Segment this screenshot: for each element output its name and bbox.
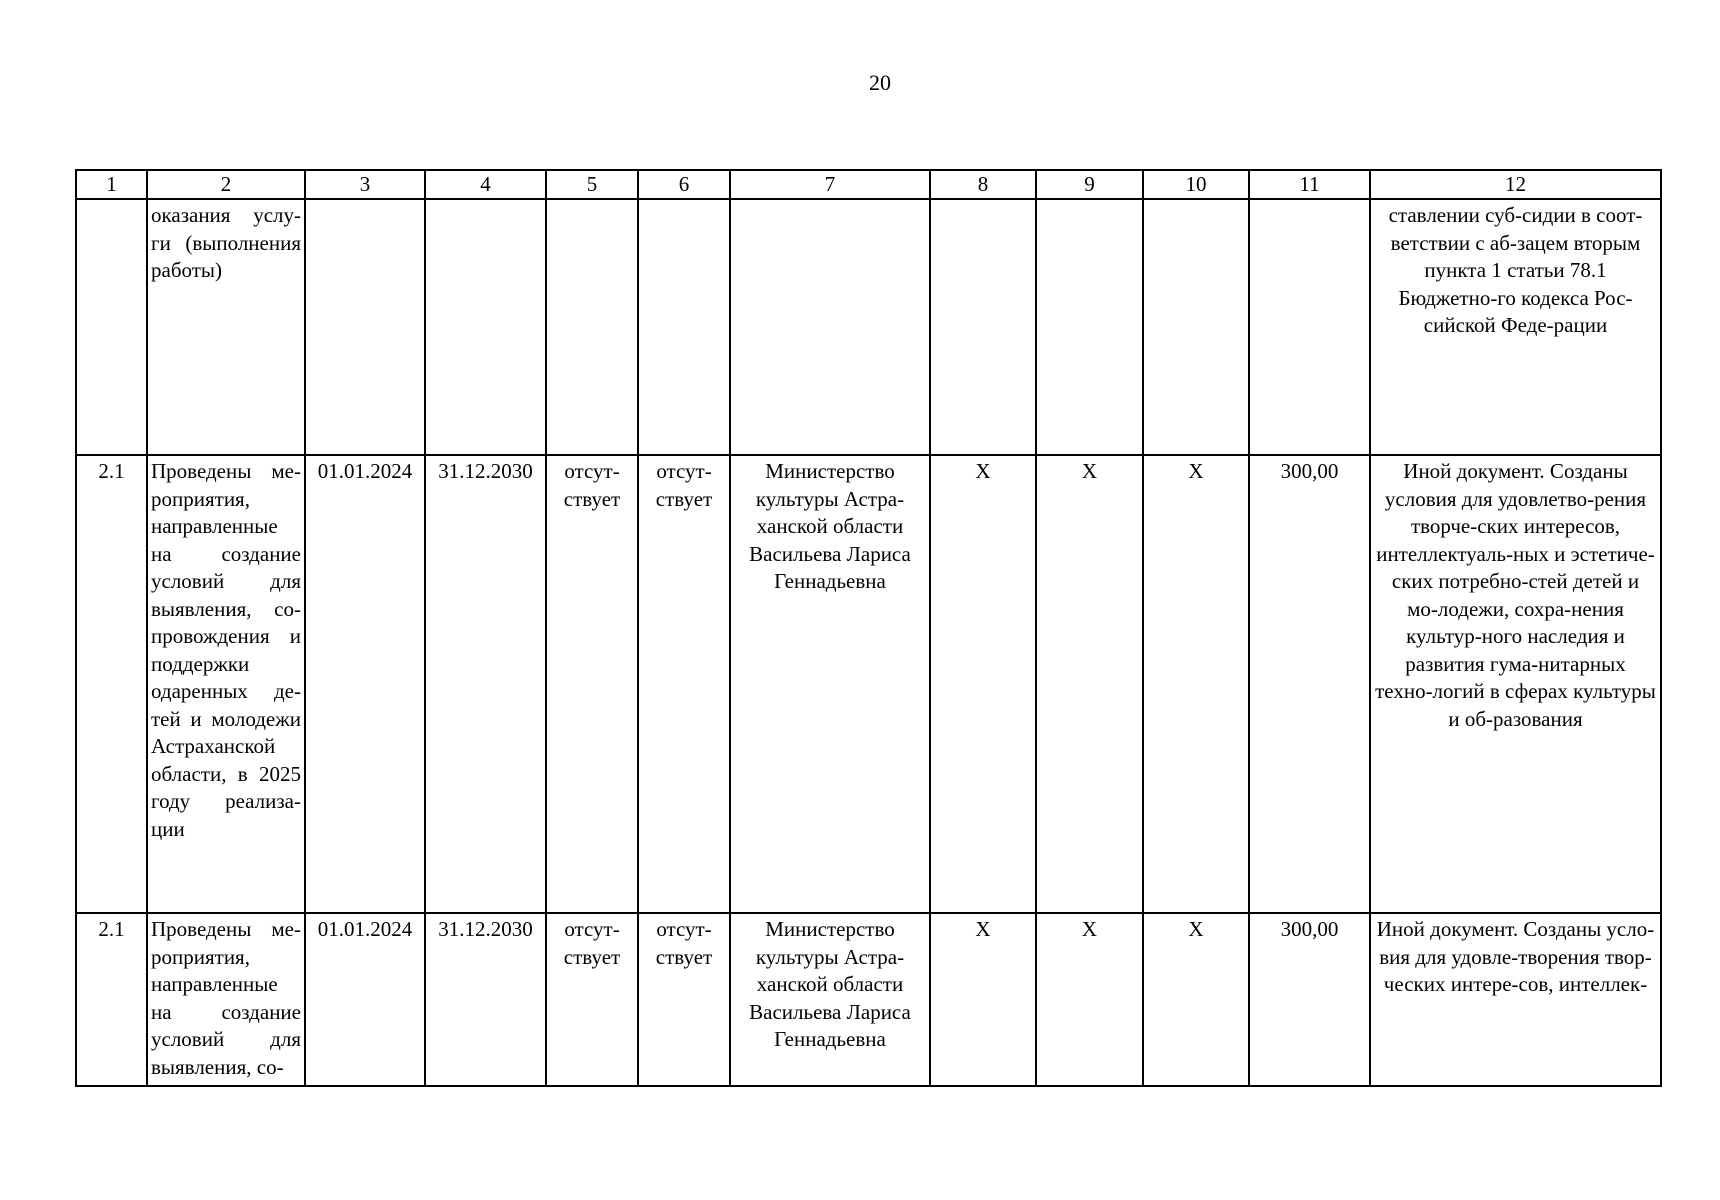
row-col10: X xyxy=(1143,913,1249,1086)
header-col-5: 5 xyxy=(546,170,638,199)
row-amount: 300,00 xyxy=(1249,455,1370,913)
row-start-date: 01.01.2024 xyxy=(305,455,425,913)
continuation-row xyxy=(76,199,1661,455)
row-number: 2.1 xyxy=(76,455,147,913)
row-end-date: 31.12.2030 xyxy=(425,455,546,913)
table-row xyxy=(76,455,1661,913)
table-cell xyxy=(425,199,546,455)
row-col6: отсут-ствует xyxy=(638,455,730,913)
header-col-1: 1 xyxy=(76,170,147,199)
continuation-document: ставлении суб-сидии в соот-ветствии с аб-зацем вторым пункта 1 статьи 78.1 Бюджетно-го кодекса Рос-сийской Феде-рации xyxy=(1370,199,1661,455)
row-col5: отсут-ствует xyxy=(546,455,638,913)
header-col-3: 3 xyxy=(305,170,425,199)
row-col8: X xyxy=(930,455,1036,913)
row-document: Иной документ. Созданы усло-вия для удовле-творения твор-ческих интере-сов, интеллек- xyxy=(1370,913,1661,1086)
row-document: Иной документ. Созданы условия для удовлетво-рения творче-ских интересов, интеллектуаль-ных и эстетиче-ских потребно-стей детей и мо-лодежи, сохра-нения культур-ного наследия и развития гума-нитарных техно-логий в сферах культуры и об-разования xyxy=(1370,455,1661,913)
header-col-7: 7 xyxy=(730,170,930,199)
row-start-date: 01.01.2024 xyxy=(305,913,425,1086)
row-description: Проведены ме-роприятия, направленные на создание условий для выявления, со-провождения и поддержки одаренных де-тей и молодежи Астраханской области, в 2025 году реализа-ции xyxy=(147,455,305,913)
row-col9: X xyxy=(1036,455,1143,913)
table-row xyxy=(76,913,1661,1086)
table-cell xyxy=(305,199,425,455)
row-col10: X xyxy=(1143,455,1249,913)
row-col9: X xyxy=(1036,913,1143,1086)
row-col5: отсут-ствует xyxy=(546,913,638,1086)
row-description: Проведены ме-роприятия, направленные на создание условий для выявления, со- xyxy=(147,913,305,1086)
row-end-date: 31.12.2030 xyxy=(425,913,546,1086)
data-table xyxy=(75,169,1662,1087)
header-col-8: 8 xyxy=(930,170,1036,199)
page-number: 20 xyxy=(869,70,891,95)
table-cell xyxy=(1249,199,1370,455)
row-col8: X xyxy=(930,913,1036,1086)
table-cell xyxy=(638,199,730,455)
table-cell xyxy=(546,199,638,455)
header-col-10: 10 xyxy=(1143,170,1249,199)
row-amount: 300,00 xyxy=(1249,913,1370,1086)
header-col-2: 2 xyxy=(147,170,305,199)
header-col-12: 12 xyxy=(1370,170,1661,199)
table-cell xyxy=(1036,199,1143,455)
continuation-description: оказания услу-ги (выполнения работы) xyxy=(147,199,305,455)
row-responsible: Министерство культуры Астра-ханской области Васильева Лариса Геннадьевна xyxy=(730,455,930,913)
header-col-9: 9 xyxy=(1036,170,1143,199)
header-col-4: 4 xyxy=(425,170,546,199)
table-cell xyxy=(730,199,930,455)
table-cell xyxy=(1143,199,1249,455)
header-row xyxy=(76,170,1661,199)
header-col-11: 11 xyxy=(1249,170,1370,199)
row-col6: отсут-ствует xyxy=(638,913,730,1086)
row-number: 2.1 xyxy=(76,913,147,1086)
row-responsible: Министерство культуры Астра-ханской области Васильева Лариса Геннадьевна xyxy=(730,913,930,1086)
header-col-6: 6 xyxy=(638,170,730,199)
table-cell xyxy=(930,199,1036,455)
table-cell xyxy=(76,199,147,455)
